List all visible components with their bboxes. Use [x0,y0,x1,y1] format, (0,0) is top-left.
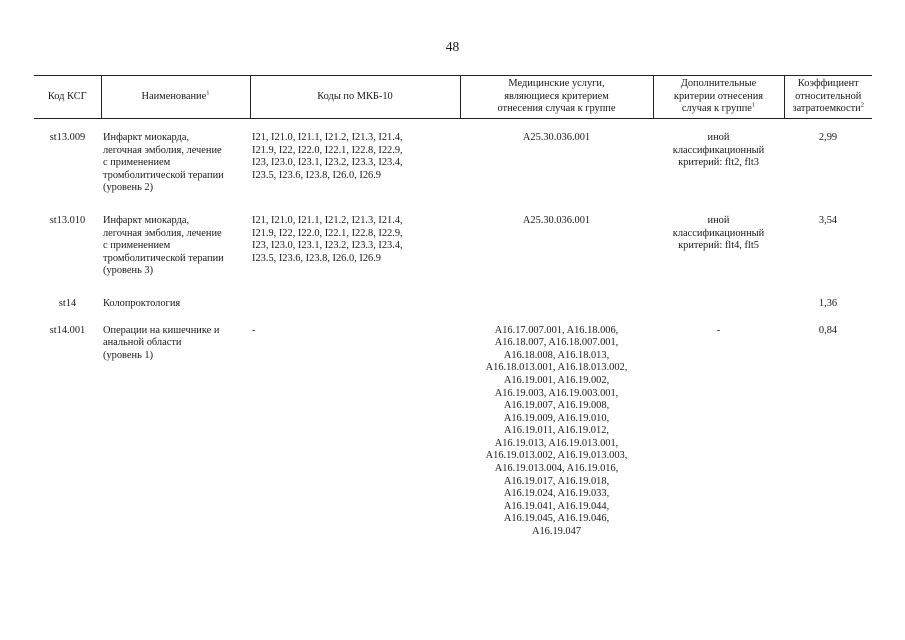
table-row [34,298,872,311]
row-code: st13.009 [49,132,86,143]
row-coefficient: 2,99 [818,132,838,143]
page-number: 48 [445,39,460,54]
row-services [460,298,653,311]
row-name-line: (уровень 1) [103,349,154,361]
header-criteria: Дополнительные критерии отнесения случая к группе$^1$ [653,76,784,119]
row-criteria-line: - [716,324,721,336]
row-services-line: A16.17.007.001, A16.18.006, [494,324,619,336]
row-gap [34,278,872,298]
row-criteria-line: классификационный [672,227,765,239]
row-mkb-codes-line: I23, I23.0, I23.1, I23.2, I23.3, I23.4, [252,240,403,252]
row-gap [34,195,872,215]
row-gap [34,311,872,325]
row-criteria [653,325,784,539]
row-mkb-codes-line: I21, I21.0, I21.1, I21.2, I21.3, I21.4, [252,132,403,143]
row-mkb-codes-line: I21, I21.0, I21.1, I21.2, I21.3, I21.4, [252,214,403,226]
table-row [34,132,872,195]
row-name-line: тромболитической терапии [103,252,224,264]
row-name [101,215,250,278]
row-criteria-line: классификационный [672,144,765,156]
table-row [34,215,872,278]
row-services-line: A16.19.001, A16.19.002, [503,374,610,386]
row-services-line: A25.30.036.001 [522,132,591,143]
row-name-line: анальной области [103,337,182,349]
row-coefficient: 0,84 [818,324,838,336]
row-services-line: A16.19.024, A16.19.033, [503,488,610,500]
row-services-line: A16.19.007, A16.19.008, [503,400,610,412]
row-services-line: A16.19.017, A16.19.018, [503,475,610,487]
row-mkb-codes [250,132,460,195]
table-body [34,119,872,539]
row-code: st13.010 [49,214,86,226]
row-services-line: A16.19.041, A16.19.044, [503,500,610,512]
row-name-line: Инфаркт миокарда, [103,132,190,143]
row-mkb-codes-line: I23, I23.0, I23.1, I23.2, I23.3, I23.4, [252,157,403,169]
row-name-line: тромболитической терапии [103,169,224,181]
table-header-row [34,76,872,119]
row-services [460,325,653,539]
row-services-line: A16.18.007, A16.18.007.001, [494,337,619,349]
header-coef: Коэффициент относительной затратоемкости$^2$ [784,76,872,119]
row-services-line: A16.19.013.002, A16.19.013.003, [485,450,628,462]
row-name-line: (уровень 3) [103,265,154,277]
row-mkb-codes [250,215,460,278]
row-name-line: Колопроктология [103,297,181,309]
table-row [34,325,872,539]
row-services-line: A25.30.036.001 [522,214,591,226]
row-name [101,132,250,195]
row-name-line: Операции на кишечнике и [103,324,220,336]
row-services-line: A16.19.013.004, A16.19.016, [494,463,619,475]
row-services-line: A16.19.013, A16.19.013.001, [494,437,619,449]
row-mkb-codes-line: - [252,324,256,336]
row-mkb-codes-line: I23.5, I23.6, I23.8, I26.0, I26.9 [252,169,382,181]
row-criteria-line: иной [707,214,730,226]
row-name-line: с применением [103,240,171,252]
row-code: st14.001 [49,324,86,336]
row-criteria-line: критерий: flt2, flt3 [678,157,759,169]
row-services [460,132,653,195]
row-criteria-line: критерий: flt4, flt5 [678,240,759,252]
row-criteria-line: иной [707,132,730,143]
row-name [101,325,250,539]
row-mkb-codes-line: I21.9, I22, I22.0, I22.1, I22.8, I22.9, [252,227,403,239]
row-mkb-codes-line: I21.9, I22, I22.0, I22.1, I22.8, I22.9, [252,144,403,156]
header-mkb: Коды по МКБ-10 [250,76,460,119]
row-name-line: легочная эмболия, лечение [103,227,222,239]
header-name: Наименование$^1$ [101,76,250,119]
row-name [101,298,250,311]
row-services-line: A16.19.045, A16.19.046, [503,513,610,525]
row-name-line: (уровень 2) [103,182,154,194]
header-code: Код КСГ [34,76,101,119]
row-name-line: Инфаркт миокарда, [103,214,190,226]
row-mkb-codes [250,325,460,539]
row-name-line: легочная эмболия, лечение [103,144,222,156]
row-services-line: A16.19.047 [531,526,582,538]
row-mkb-codes [250,298,460,311]
row-mkb-codes-line: I23.5, I23.6, I23.8, I26.0, I26.9 [252,252,382,264]
row-services-line: A16.19.009, A16.19.010, [503,412,610,424]
row-services-line: A16.18.013.001, A16.18.013.002, [485,362,628,374]
row-criteria [653,132,784,195]
row-coefficient: 1,36 [818,297,838,309]
row-code: st14 [58,297,77,309]
row-coefficient: 3,54 [818,214,838,226]
row-criteria [653,298,784,311]
table-spacer [34,119,872,133]
row-criteria [653,215,784,278]
row-services-line: A16.19.003, A16.19.003.001, [494,387,619,399]
row-services-line: A16.18.008, A16.18.013, [503,349,610,361]
row-services-line: A16.19.011, A16.19.012, [504,425,609,437]
row-services [460,215,653,278]
row-name-line: с применением [103,157,171,169]
ksg-table [34,75,872,539]
header-services: Медицинские услуги, являющиеся критерием отнесения случая к группе [460,76,653,119]
